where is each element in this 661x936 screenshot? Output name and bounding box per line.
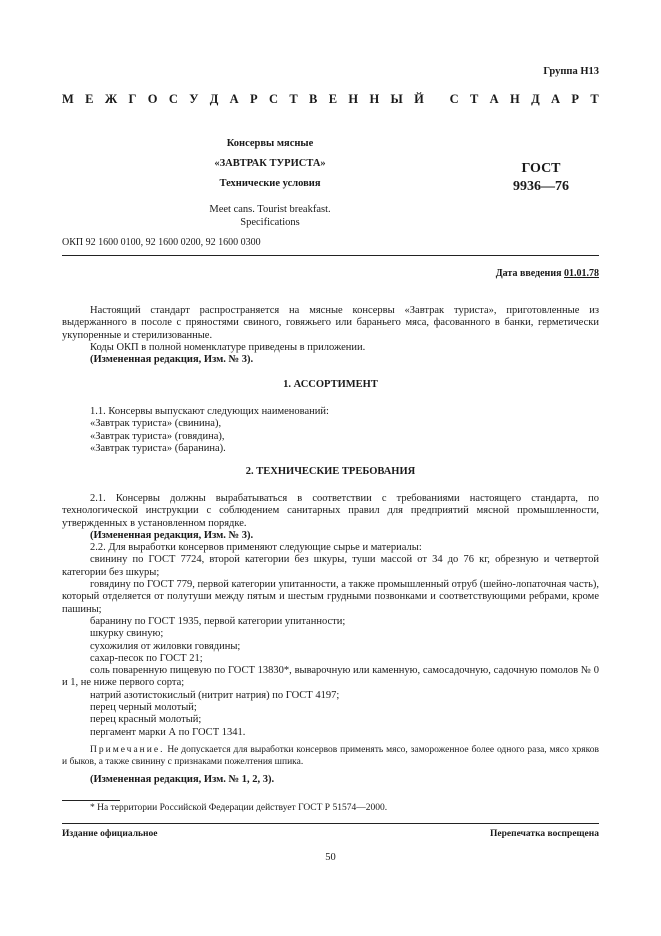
banner-letter: Ж: [104, 92, 118, 106]
list-item: сахар-песок по ГОСТ 21;: [90, 652, 203, 664]
banner-gap: [435, 92, 438, 107]
banner-letter: Д: [209, 92, 219, 106]
section-1-body: [62, 406, 599, 455]
banner-letter: С: [168, 92, 178, 106]
intro-section: [62, 305, 599, 366]
banner-letter: Е: [328, 92, 338, 106]
date-value: 01.01.78: [564, 268, 599, 279]
clause-2-2: 2.2. Для выработки консервов применяют следующие сырье и материалы:: [90, 542, 422, 554]
section-1-heading: 1. АССОРТИМЕНТ: [283, 379, 378, 390]
intro-okp-note: Коды ОКП в полной номенклатуре приведены в приложении.: [90, 341, 366, 353]
introduction-date: [496, 268, 599, 279]
list-item: 1.1. Консервы выпускают следующих наименований:: [90, 406, 329, 417]
title-line-2: «ЗАВТРАК ТУРИСТА»: [214, 158, 326, 169]
edition-note: Издание официальное: [62, 829, 158, 839]
intro-paragraph: Настоящий стандарт распространяется на мясные консервы «Завтрак туриста», приготовленные из выдержанного в посоле с пряностями свиного, говяжьего или бараньего мяса, фасованного в банки, герметически укупоренные и стерилизованные.: [62, 305, 599, 341]
list-item: «Завтрак туриста» (баранина).: [90, 442, 226, 454]
banner-letter: Р: [250, 92, 258, 106]
banner-letter: Т: [289, 92, 298, 106]
page-number: 50: [325, 852, 336, 863]
gost-number: [496, 160, 586, 196]
banner-letter: Т: [469, 92, 479, 106]
clause-2-1: 2.1. Консервы должны вырабатываться в соответствии с требованиями настоящего стандарта, по технологической инструкции с соблюдением санитарных правил для предприятий мясной промышленности, утвержденных в установленном порядке.: [62, 493, 599, 529]
okp-codes: ОКП 92 1600 0100, 92 1600 0200, 92 1600 0300: [62, 237, 261, 248]
banner-letter: М: [62, 92, 74, 106]
banner-letter: Е: [85, 92, 94, 106]
banner-letter: Г: [128, 92, 137, 106]
banner-letter: Ы: [390, 92, 403, 106]
standard-banner: [62, 92, 599, 107]
reprint-note: Перепечатка воспрещена: [489, 829, 599, 839]
gost-code: 9936—76: [513, 179, 569, 194]
footnote-rule: [62, 800, 120, 801]
section-2-heading: 2. ТЕХНИЧЕСКИЕ ТРЕБОВАНИЯ: [245, 466, 416, 477]
banner-letter: Й: [414, 92, 424, 106]
banner-letter: А: [229, 92, 239, 106]
banner-letter: Т: [590, 92, 599, 106]
divider-top: [62, 255, 599, 256]
banner-letter: О: [147, 92, 158, 106]
list-item: шкурку свиную;: [90, 628, 164, 640]
list-item: перец черный молотый;: [90, 702, 197, 714]
clause-2-1-change: (Измененная редакция, Изм. № 3).: [90, 529, 254, 541]
banner-letter: Д: [531, 92, 540, 106]
list-item: натрий азотистокислый (нитрит натрия) по ГОСТ 4197;: [90, 689, 340, 701]
title-english-2: Specifications: [240, 217, 300, 228]
intro-change-note: (Измененная редакция, Изм. № 3).: [90, 354, 254, 366]
banner-letter: С: [269, 92, 279, 106]
clause-2-2-change: (Измененная редакция, Изм. № 1, 2, 3).: [90, 773, 275, 785]
title-line-3: Технические условия: [219, 178, 321, 189]
gost-label: ГОСТ: [521, 161, 561, 176]
note-label: Примечание.: [90, 744, 165, 755]
banner-letter: В: [309, 92, 318, 106]
title-line-1: Консервы мясные: [226, 138, 314, 149]
list-item: говядину по ГОСТ 779, первой категории упитанности, а также промышленный отруб (шейно-лопаточная часть), который отделяется от полутуши между пятым и шестым грудными позвонками и соответствующими ребрами, кроме пашины;: [62, 579, 599, 615]
banner-letter: Р: [571, 92, 580, 106]
banner-letter: У: [189, 92, 199, 106]
list-item: соль поваренную пищевую по ГОСТ 13830*, выварочную или каменную, самосадочную, садочную помолов № 0 и 1, не ниже первого сорта;: [62, 665, 599, 689]
banner-letter: Н: [348, 92, 359, 106]
list-item: свинину по ГОСТ 7724, второй категории без шкуры, туши массой от 34 до 76 кг, обрезную и четвертой категории без шкуры;: [62, 554, 599, 578]
clause-note: [62, 744, 599, 769]
list-item: пергамент марки А по ГОСТ 1341.: [90, 726, 246, 738]
list-item: сухожилия от жиловки говядины;: [90, 640, 241, 652]
list-item: «Завтрак туриста» (говядина),: [90, 430, 225, 442]
divider-bottom: [62, 823, 599, 824]
group-code: Группа Н13: [543, 66, 599, 77]
banner-letter: Н: [369, 92, 380, 106]
banner-letter: С: [449, 92, 459, 106]
list-item: перец красный молотый;: [90, 714, 202, 726]
title-block: [150, 138, 390, 229]
date-label: Дата введения: [495, 268, 564, 279]
list-item: баранину по ГОСТ 1935, первой категории упитанности;: [90, 615, 346, 627]
footnote: * На территории Российской Федерации действует ГОСТ Р 51574—2000.: [90, 803, 388, 813]
banner-letter: Н: [510, 92, 520, 106]
note-text: Не допускается для выработки консервов применять мясо, замороженное более одного раза, мясо хряков и быков, а также свинину с признаками пожелтения шпика.: [62, 744, 599, 768]
section-2-body: [62, 493, 599, 786]
list-item: «Завтрак туриста» (свинина),: [90, 418, 222, 430]
banner-letter: А: [489, 92, 499, 106]
banner-letter: А: [551, 92, 561, 106]
title-english-1: Meet cans. Tourist breakfast.: [209, 204, 331, 215]
